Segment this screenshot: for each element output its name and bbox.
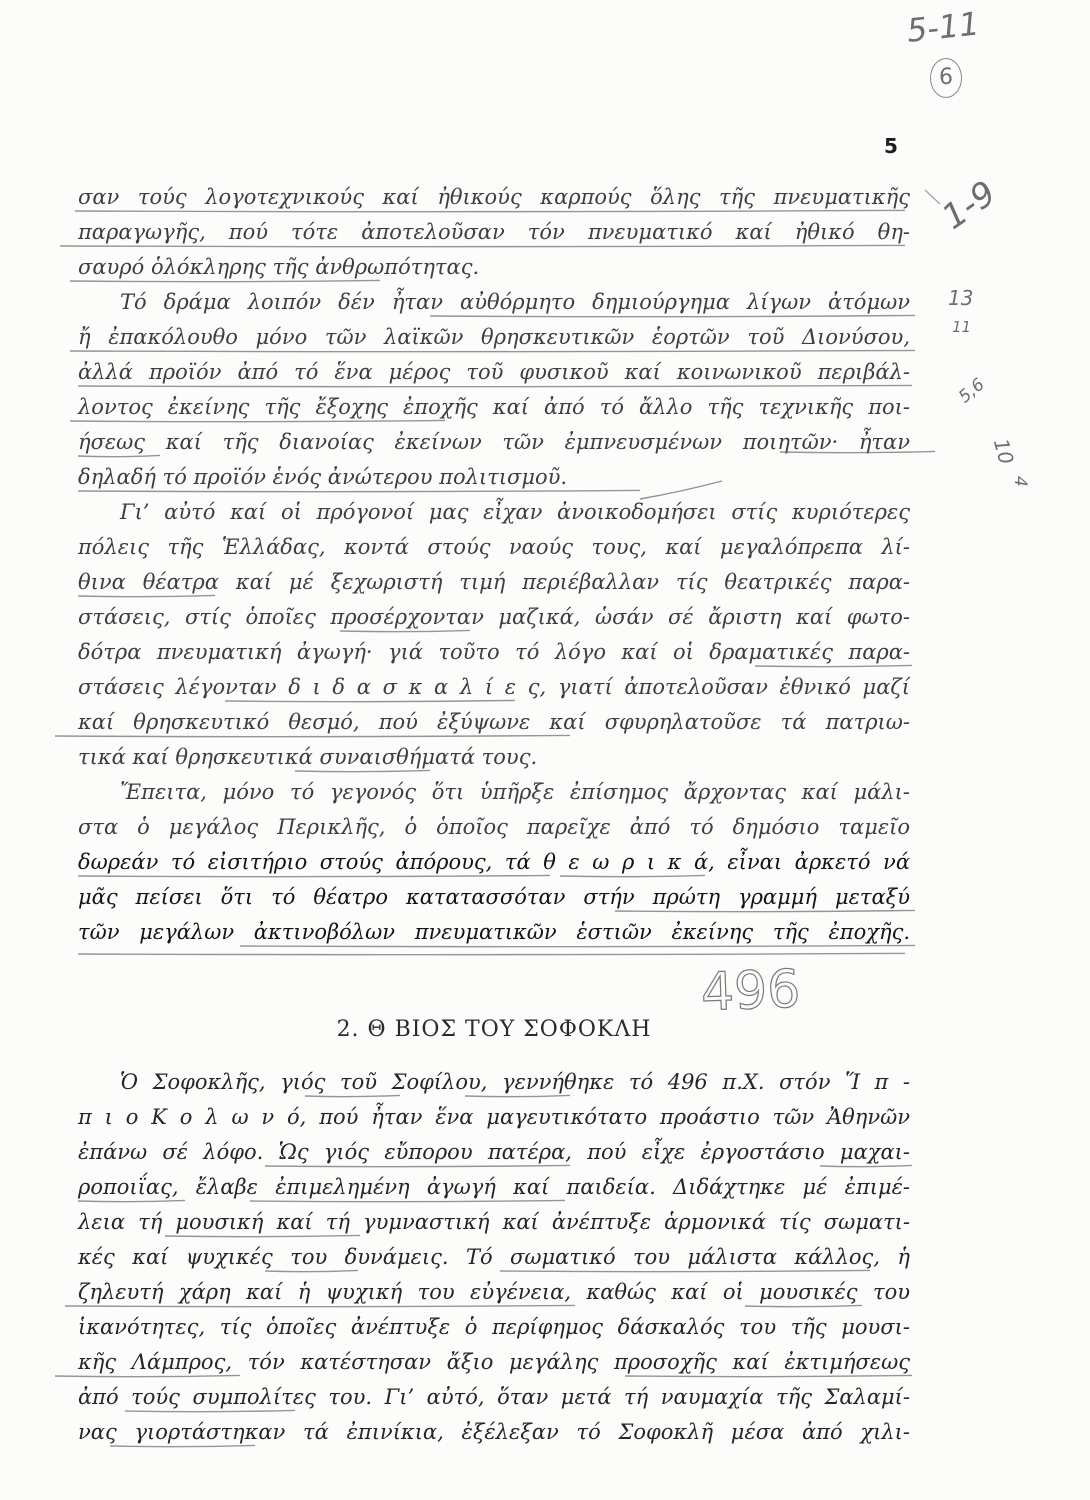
text-line: ἐπάνω σέ λόφο. Ὡς γιός εὔπορου πατέρα, πού εἶχε ἐργοστάσιο μαχαι- xyxy=(78,1140,910,1164)
pencil-underline xyxy=(78,953,905,954)
text-line: Ἔπειτα, μόνο τό γεγονός ὅτι ὑπῆρξε ἐπίσημος ἄρχοντας καί μάλι- xyxy=(120,780,910,804)
text-line: σαυρό ὁλόκληρης τῆς ἀνθρωπότητας. xyxy=(78,255,480,279)
text-line: νας γιορτάστηκαν τά ἐπινίκια, ἐξέλεξαν τό Σοφοκλῆ μέσα ἀπό χιλι- xyxy=(78,1420,910,1444)
text-line: ροποιΐας, ἔλαβε ἐπιμελημένη ἀγωγή καί παιδεία. Διδάχτηκε μέ ἐπιμέ- xyxy=(78,1175,910,1199)
handwritten-margin-note: 10 xyxy=(988,436,1019,467)
text-line: πόλεις τῆς Ἑλλάδας, κοντά στούς ναούς τους, καί μεγαλόπρεπα λί- xyxy=(78,535,910,559)
text-line: ἀλλά προϊόν ἀπό τό ἕνα μέρος τοῦ φυσικοῦ καί κοινωνικοῦ περιβάλ- xyxy=(78,360,910,384)
handwritten-margin-note: 13 xyxy=(948,286,974,310)
text-line: θινα θέατρα καί μέ ξεχωριστή τιμή περιέβαλλαν τίς θεατρικές παρα- xyxy=(78,570,910,594)
text-line: κῆς Λάμπρος, τόν κατέστησαν ἄξιο μεγάλης προσοχῆς καί ἐκτιμήσεως xyxy=(78,1350,910,1374)
text-line: ήσεως καί τῆς διανοίας ἐκείνων τῶν ἐμπνευσμένων ποιητῶν· ἦταν xyxy=(78,430,910,454)
text-line: τικά καί θρησκευτικά συναισθήματά τους. xyxy=(78,745,538,769)
text-line: π ι ο Κ ο λ ω ν ό, πού ἦταν ἕνα μαγευτικότατο προάστιο τῶν Ἀθηνῶν xyxy=(78,1105,910,1129)
text-line: στάσεις λέγονταν δ ι δ α σ κ α λ ί ε ς, γιατί ἀποτελοῦσαν ἐθνικό μαζί xyxy=(78,675,910,699)
handwritten-margin-note: 4 xyxy=(1010,476,1030,487)
handwritten-margin-note: 1-9 xyxy=(935,173,1004,238)
text-line: Ὁ Σοφοκλῆς, γιός τοῦ Σοφίλου, γεννήθηκε τό 496 π.Χ. στόν Ἵ π - xyxy=(120,1070,910,1094)
text-line: ἤ ἐπακόλουθο μόνο τῶν λαϊκῶν θρησκευτικῶν ἑορτῶν τοῦ Διονύσου, xyxy=(78,325,910,349)
page-number: 5 xyxy=(884,134,898,158)
text-line: Τό δράμα λοιπόν δέν ἦταν αὐθόρμητο δημιούργημα λίγων ἀτόμων xyxy=(120,290,910,314)
text-line: στάσεις, στίς ὁποῖες προσέρχονταν μαζικά, ὡσάν σέ ἄριστη καί φωτο- xyxy=(78,605,910,629)
text-line: καί θρησκευτικό θεσμό, πού ἐξύψωνε καί σφυρηλατοῦσε τά πατριω- xyxy=(78,710,910,734)
text-line: μᾶς πείσει ὅτι τό θέατρο κατατασσόταν στήν πρώτη γραμμή μεταξύ xyxy=(78,885,910,909)
text-line: δωρεάν τό εἰσιτήριο στούς ἀπόρους, τά θ ε ω ρ ι κ ά, εἶναι ἀρκετό νά xyxy=(78,850,910,874)
handwritten-note-circled-number: 6 xyxy=(930,58,962,98)
text-line: δηλαδή τό προϊόν ἑνός ἀνώτερου πολιτισμοῦ. xyxy=(78,465,568,489)
text-line: λοντος ἐκείνης τῆς ἔξοχης ἐποχῆς καί ἀπό τό ἄλλο τῆς τεχνικῆς ποι- xyxy=(78,395,910,419)
handwritten-margin-note: 11 xyxy=(952,318,972,336)
text-line: τῶν μεγάλων ἀκτινοβόλων πνευματικῶν ἑστιῶν ἐκείνης τῆς ἐποχῆς. xyxy=(78,920,910,944)
text-line: ἱκανότητες, τίς ὁποῖες ἀνέπτυξε ὁ περίφημος δάσκαλός του τῆς μουσι- xyxy=(78,1315,910,1339)
section-2-text xyxy=(78,1065,910,1450)
text-line: ζηλευτή χάρη καί ἡ ψυχική του εὐγένεια, καθώς καί οἱ μουσικές του xyxy=(78,1280,910,1304)
text-line: Γι’ αὐτό καί οἱ πρόγονοί μας εἶχαν ἀνοικοδομήσει στίς κυριότερες xyxy=(120,500,910,524)
paragraph xyxy=(78,285,910,495)
text-line: κές καί ψυχικές του δυνάμεις. Τό σωματικό του μάλιστα κάλλος, ἡ xyxy=(78,1245,910,1269)
section-1-text xyxy=(78,180,910,950)
text-line: σαν τούς λογοτεχνικούς καί ἠθικούς καρπούς ὅλης τῆς πνευματικῆς xyxy=(78,185,910,209)
handwritten-margin-note: 5,6 xyxy=(955,374,989,408)
handwritten-year-note: 496 xyxy=(700,959,802,1023)
text-line: ἀπό τούς συμπολίτες του. Γι’ αὐτό, ὅταν μετά τή ναυμαχία τῆς Σαλαμί- xyxy=(78,1385,910,1409)
text-line: δότρα πνευματική ἀγωγή· γιά τοῦτο τό λόγο καί οἱ δραματικές παρα- xyxy=(78,640,910,664)
text-line: στα ὁ μεγάλος Περικλῆς, ὁ ὁποῖος παρεῖχε ἀπό τό δημόσιο ταμεῖο xyxy=(78,815,910,839)
paragraph xyxy=(78,180,910,285)
section-heading: 2. Θ ΒΙΟΣ ΤΟΥ ΣΟΦΟΚΛΗ xyxy=(336,1017,652,1042)
text-line: παραγωγῆς, πού τότε ἀποτελοῦσαν τόν πνευματικό καί ἠθικό θη- xyxy=(78,220,910,244)
handwritten-note-page-range: 5-11 xyxy=(905,4,982,50)
paragraph xyxy=(78,775,910,950)
paragraph xyxy=(78,1065,910,1450)
paragraph xyxy=(78,495,910,775)
text-line: λεια τή μουσική καί τή γυμναστική καί ἀνέπτυξε ἁρμονικά τίς σωματι- xyxy=(78,1210,910,1234)
